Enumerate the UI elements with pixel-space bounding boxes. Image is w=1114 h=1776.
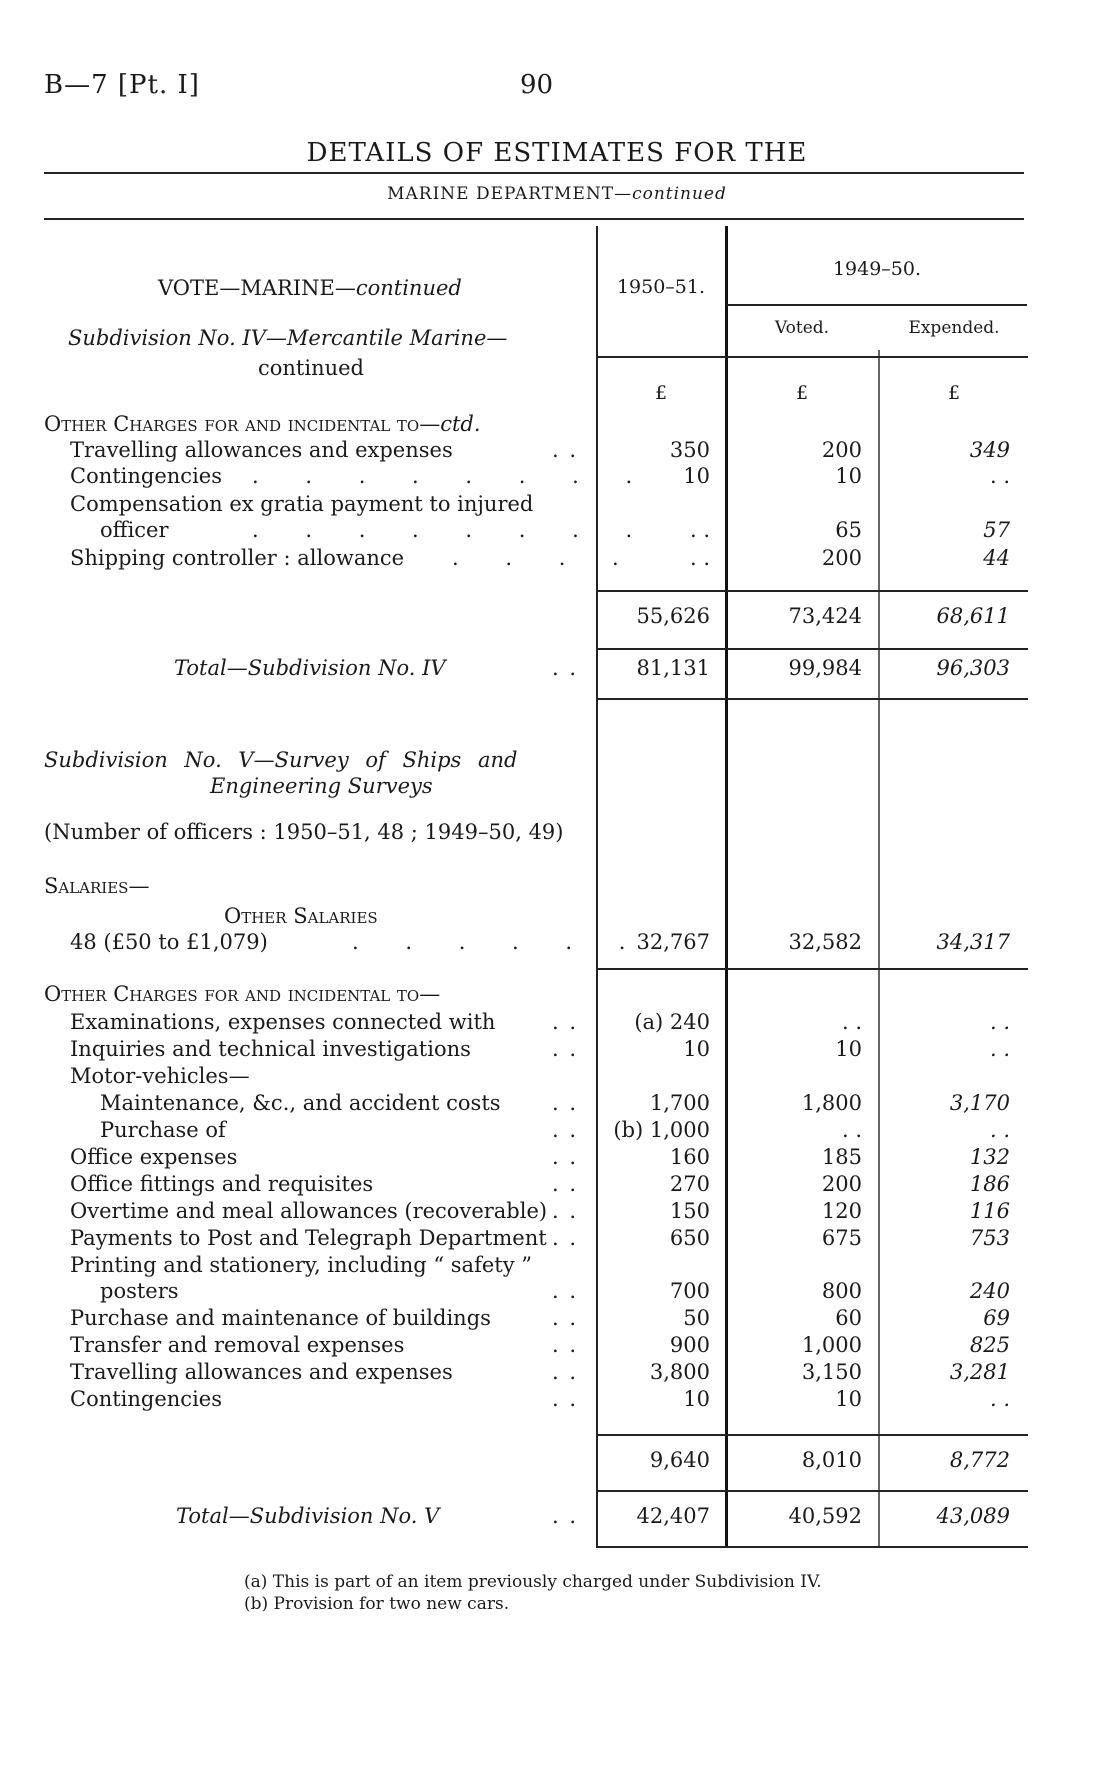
sub5-row-expended: 69 [983,1306,1010,1330]
sub5-row-expended: 116 [969,1199,1010,1223]
salary-row-1950: 32,767 [636,930,710,954]
sub4-row-expended: 349 [969,438,1010,462]
leader-dots: . . [552,656,579,680]
col-rule-3 [878,350,880,1548]
sub4-heading: Subdivision No. IV—Mercantile Marine— [68,326,508,350]
sub5-row-1950: 150 [669,1199,710,1223]
leader-dots: . . [552,1145,579,1169]
sub5-row-label-cont: posters [100,1279,179,1303]
sub4-row-1950: . . [689,546,710,570]
sub5-officers: (Number of officers : 1950–51, 48 ; 1949–50, 49) [44,820,564,844]
sub4-total-expended: 96,303 [936,656,1010,680]
sub4-subtotal-1950: 55,626 [636,604,710,628]
col-1950-51: 1950–51. [616,276,706,298]
sub5-row-voted: 1,800 [801,1091,862,1115]
sub5-row-1950: 10 [683,1387,710,1411]
sub5-row-voted: 60 [835,1306,862,1330]
sub5-row-1950: 160 [669,1145,710,1169]
header-bottom-rule [598,356,1028,358]
part-label: B—7 [Pt. I] [44,70,200,100]
sub5-row-expended: 825 [969,1333,1010,1357]
leader-dots: . . [552,1306,579,1330]
page-number: 90 [520,70,554,100]
sub4-row-1950: 350 [669,438,710,462]
sub4-row-1950: . . [689,518,710,542]
sub5-row-1950: (b) 1,000 [613,1118,710,1142]
sub5-row-label: Transfer and removal expenses [70,1333,405,1357]
salary-rule [598,968,1028,970]
leader-dots: . . . . [452,546,621,570]
sub5-row-voted: . . [841,1118,862,1142]
sub5-row-voted: 3,150 [801,1360,862,1384]
sub4-total-1950: 81,131 [636,656,710,680]
sub5-row-1950: 50 [683,1306,710,1330]
footnote-b: (b) Provision for two new cars. [244,1594,510,1614]
col-voted: Voted. [774,318,830,338]
sub5-row-1950: 650 [669,1226,710,1250]
sub5-row-label: Printing and stationery, including “ safety ” [70,1253,532,1277]
sub5-row-label: Contingencies [70,1387,222,1411]
subtitle-main: MARINE DEPARTMENT— [387,184,633,204]
col-expended: Expended. [908,318,1000,338]
sub5-row-voted: 120 [821,1199,862,1223]
currency-expended: £ [947,382,961,404]
salary-row-voted: 32,582 [788,930,862,954]
sub4-row-voted: 200 [821,546,862,570]
vote-title-continued: continued [355,276,462,300]
salary-row-expended: 34,317 [936,930,1010,954]
sub5-row-expended: 3,281 [949,1360,1010,1384]
sub5-row-label: Maintenance, &c., and accident costs [100,1091,501,1115]
sub5-row-expended: 132 [969,1145,1010,1169]
sub5-row-expended: 3,170 [949,1091,1010,1115]
leader-dots: . . [552,438,579,462]
sub5-subtotal-voted: 8,010 [801,1448,862,1472]
sub5-row-label: Purchase and maintenance of buildings [70,1306,491,1330]
leader-dots: . . [552,1172,579,1196]
salary-row-label: 48 (£50 to £1,079) [70,930,268,954]
vote-title [158,276,462,300]
sub5-subtotal-rule [598,1434,1028,1436]
sub5-other-heading: Other Charges for and incidental to— [44,982,441,1006]
sub4-row-voted: 200 [821,438,862,462]
sub5-subtotal-1950: 9,640 [649,1448,710,1472]
sub4-total-voted: 99,984 [788,656,862,680]
leader-dots: . . [552,1226,579,1250]
sub5-row-expended: . . [989,1010,1010,1034]
leader-dots: . . [552,1387,579,1411]
subtitle-continued: continued [632,184,727,204]
sub5-row-voted: 675 [821,1226,862,1250]
sub5-row-label: Payments to Post and Telegraph Department [70,1226,547,1250]
sub5-row-label: Purchase of [100,1118,226,1142]
currency-1950: £ [654,382,668,404]
footnote-a: (a) This is part of an item previously charged under Subdivision IV. [244,1572,822,1592]
sub4-other-heading-main: Other Charges for and incidental to— [44,412,441,436]
sub5-row-1950: (a) 240 [634,1010,710,1034]
sub4-row-voted: 10 [835,464,862,488]
sub4-heading-cont: continued [258,356,365,380]
sub4-row-label: Compensation ex gratia payment to injured [70,492,534,516]
sub5-other-salaries: Other Salaries [224,904,378,928]
sub5-row-voted: . . [841,1010,862,1034]
leader-dots: . . . . . . . . [252,464,635,488]
sub5-heading-cont: Engineering Surveys [210,774,433,798]
sub5-row-label: Travelling allowances and expenses [70,1360,453,1384]
leader-dots: . . [552,1118,579,1142]
sub5-row-voted: 185 [821,1145,862,1169]
subtotal-rule [598,590,1028,592]
col-1949-50: 1949–50. [832,258,922,280]
sub5-row-1950: 10 [683,1037,710,1061]
leader-dots: . . [552,1279,579,1303]
sub4-subtotal-expended: 68,611 [936,604,1010,628]
sub4-row-label-cont: officer [100,518,169,542]
leader-dots: . . [552,1037,579,1061]
col-rule-1 [596,226,598,1548]
leader-dots: . . [552,1199,579,1223]
leader-dots: . . [552,1010,579,1034]
sub5-row-voted: 10 [835,1037,862,1061]
total-rule [598,648,1028,650]
sub4-row-label: Travelling allowances and expenses [70,438,453,462]
sub4-other-heading-ctd: ctd. [440,412,481,436]
total-bottom-rule [598,698,1028,700]
title-rule [44,172,1024,174]
sub5-subtotal-expended: 8,772 [949,1448,1010,1472]
sub5-row-1950: 3,800 [649,1360,710,1384]
sub5-row-label: Overtime and meal allowances (recoverable) [70,1199,548,1223]
sub5-total-voted: 40,592 [788,1504,862,1528]
sub5-row-voted: 1,000 [801,1333,862,1357]
sub4-total-label: Total—Subdivision No. IV [174,656,446,680]
sub5-heading: Subdivision No. V—Survey of Ships and [44,748,518,772]
subtitle-rule [44,218,1024,220]
sub5-row-expended: 240 [969,1279,1010,1303]
sub5-row-1950: 270 [669,1172,710,1196]
sub4-row-voted: 65 [835,518,862,542]
col-rule-2 [725,226,728,1548]
sub5-row-voted: 200 [821,1172,862,1196]
sub5-row-label: Motor-vehicles— [70,1064,250,1088]
sub5-row-label: Inquiries and technical investigations [70,1037,471,1061]
sub4-subtotal-voted: 73,424 [788,604,862,628]
sub5-row-1950: 700 [669,1279,710,1303]
sub4-row-expended: 57 [983,518,1010,542]
page-title: DETAILS OF ESTIMATES FOR THE [306,138,808,168]
sub5-salaries: Salaries— [44,874,150,898]
leader-dots: . . [552,1504,579,1528]
sub5-row-1950: 1,700 [649,1091,710,1115]
sub5-row-expended: . . [989,1387,1010,1411]
sub5-total-bottom-rule [598,1546,1028,1548]
sub4-row-1950: 10 [683,464,710,488]
sub5-row-label: Office fittings and requisites [70,1172,374,1196]
sub4-row-expended: 44 [983,546,1010,570]
sub5-total-rule [598,1490,1028,1492]
sub5-row-expended: 186 [969,1172,1010,1196]
sub5-row-voted: 10 [835,1387,862,1411]
page-subtitle [0,184,1114,204]
leader-dots: . . . . . . . . [252,518,635,542]
sub5-row-label: Office expenses [70,1145,238,1169]
sub5-row-voted: 800 [821,1279,862,1303]
sub5-row-1950: 900 [669,1333,710,1357]
leader-dots: . . [552,1091,579,1115]
sub5-total-1950: 42,407 [636,1504,710,1528]
leader-dots: . . [552,1333,579,1357]
sub5-row-expended: . . [989,1118,1010,1142]
sub4-other-heading [44,412,481,436]
sub4-row-label: Shipping controller : allowance [70,546,405,570]
sub4-row-label: Contingencies [70,464,222,488]
sub5-total-label: Total—Subdivision No. V [176,1504,440,1528]
vote-title-main: VOTE—MARINE— [158,276,356,300]
year-split-rule [727,304,1027,306]
currency-voted: £ [795,382,809,404]
sub5-row-expended: 753 [969,1226,1010,1250]
sub5-total-expended: 43,089 [936,1504,1010,1528]
leader-dots: . . [552,1360,579,1384]
sub5-row-expended: . . [989,1037,1010,1061]
sub5-row-label: Examinations, expenses connected with [70,1010,496,1034]
sub4-row-expended: . . [989,464,1010,488]
leader-dots: . . . . . . [352,930,628,954]
